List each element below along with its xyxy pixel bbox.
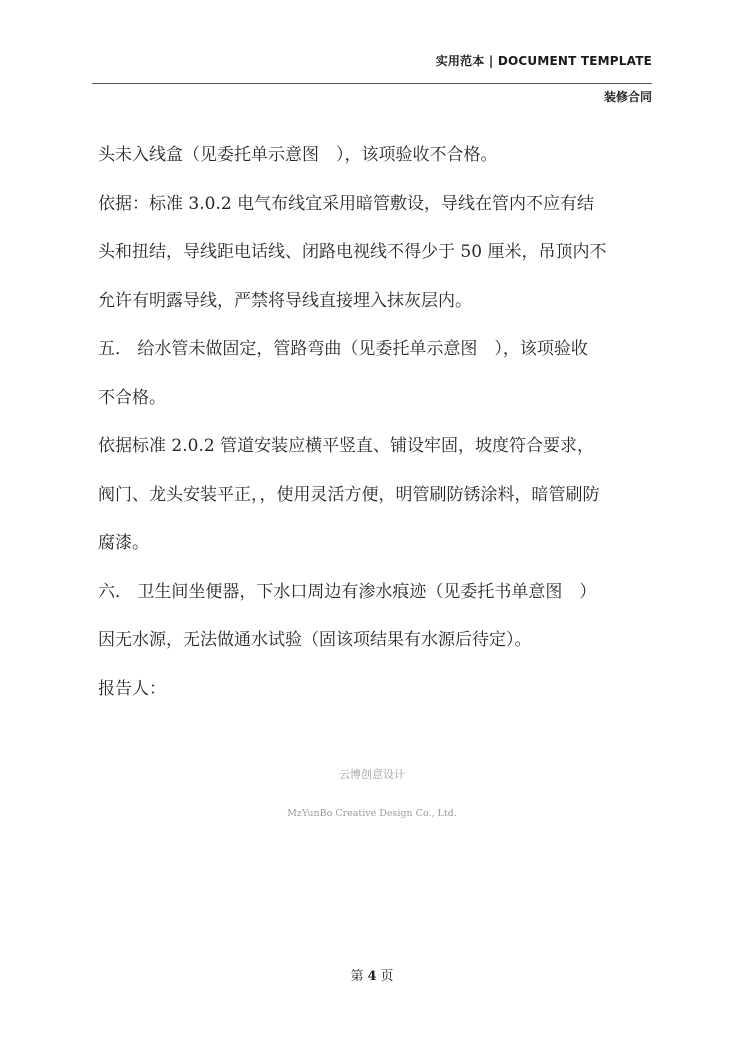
page-number-prefix: 第: [350, 969, 364, 984]
footer-company-en: MzYunBo Creative Design Co., Ltd.: [287, 808, 457, 819]
body-text: [98, 140, 664, 722]
page-number-value: 4: [367, 969, 377, 984]
body-line: 阀门、龙头安装平正，，使用灵活方便，明管刷防锈涂料，暗管刷防: [98, 484, 600, 505]
body-line: 腐漆。: [98, 533, 149, 553]
body-line: 依据：标准 3.0.2 电气布线宜采用暗管敷设，导线在管内不应有结: [98, 193, 595, 214]
header-divider: [92, 83, 652, 84]
body-line: 不合格。: [98, 387, 166, 408]
header-subtitle: 装修合同: [603, 90, 652, 104]
body-line: 五． 给水管未做固定，管路弯曲（见委托单示意图 ），该项验收: [98, 339, 588, 359]
footer-company-cn: 云博创意设计: [339, 768, 405, 781]
body-line: 允许有明露导线，严禁将导线直接埋入抹灰层内。: [98, 290, 472, 311]
header-title: 实用范本 | DOCUMENT TEMPLATE: [435, 54, 652, 68]
body-line: 依据标准 2.0.2 管道安装应横平竖直、铺设牢固，坡度符合要求，: [98, 436, 595, 456]
body-line: 头和扭结，导线距电话线、闭路电视线不得少于 50 厘米，吊顶内不: [98, 242, 607, 262]
page-number: [0, 965, 744, 984]
body-line: 因无水源，无法做通水试验（固该项结果有水源后待定）。: [98, 630, 532, 650]
page-number-suffix: 页: [380, 969, 394, 984]
body-line: 头未入线盒（见委托单示意图 ），该项验收不合格。: [98, 145, 498, 165]
body-line: 六． 卫生间坐便器，下水口周边有渗水痕迹（见委托书单意图 ）: [98, 581, 597, 602]
body-line: 报告人：: [98, 678, 166, 699]
